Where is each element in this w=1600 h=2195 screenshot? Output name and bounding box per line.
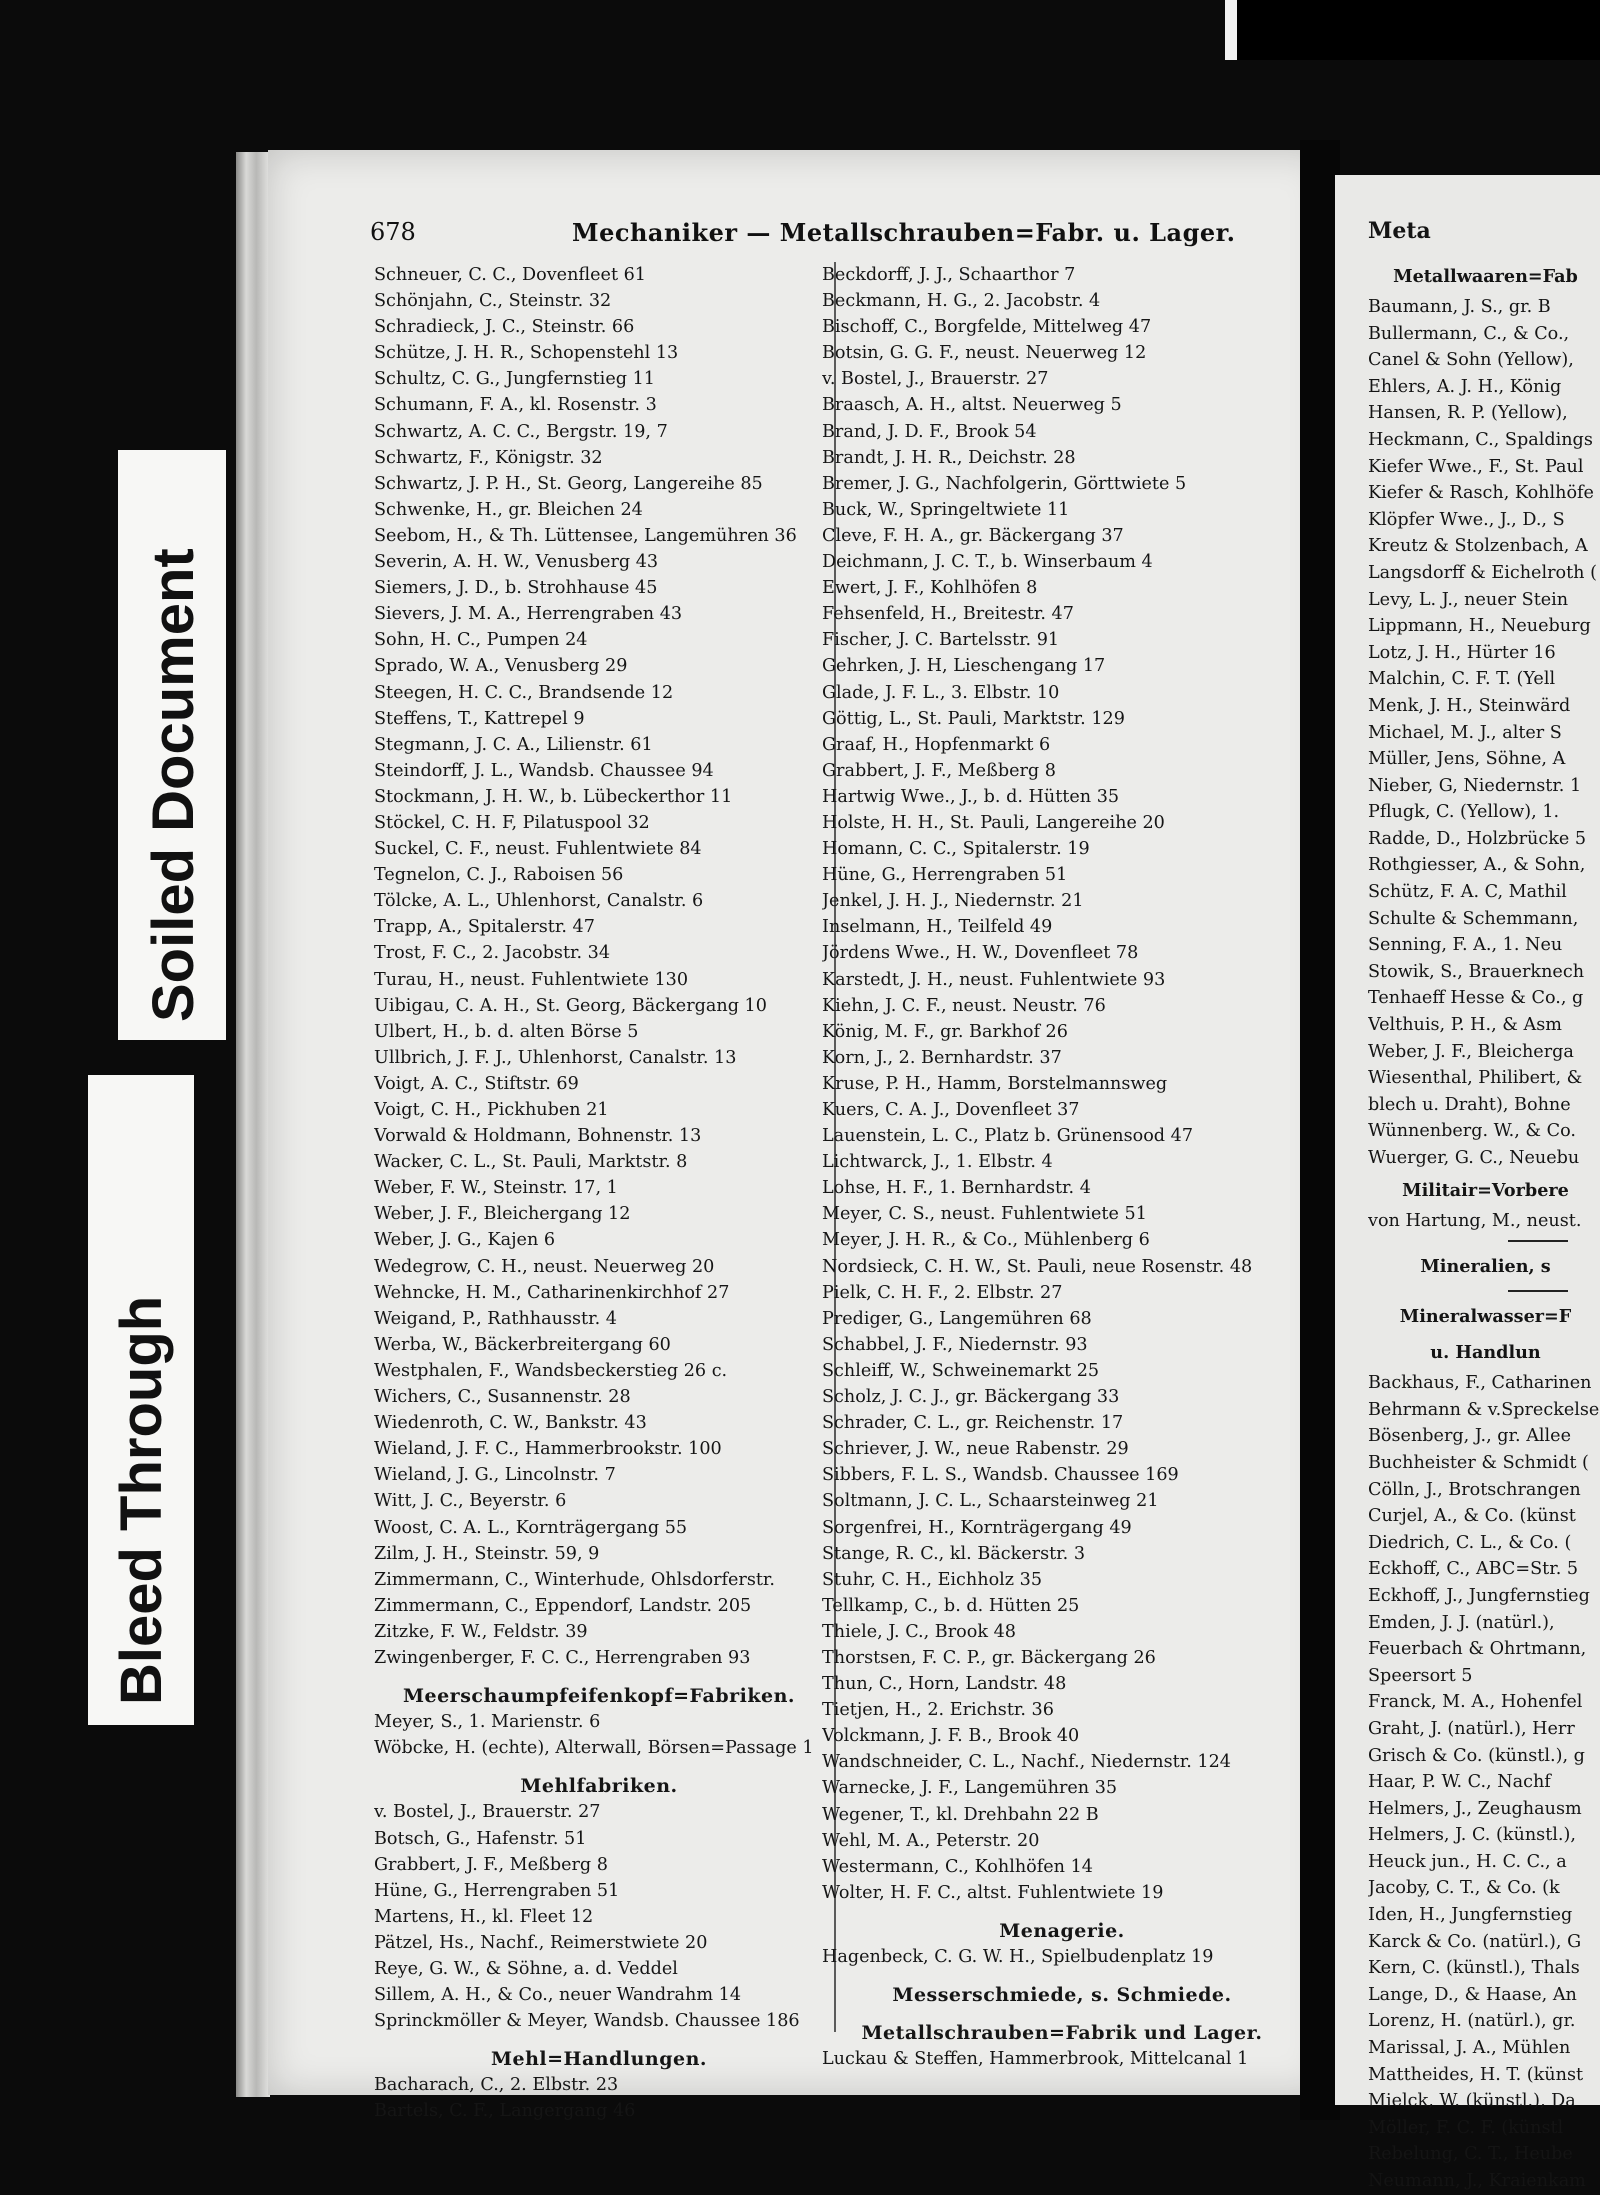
directory-entry: Weber, J. G., Kajen 6 (374, 1230, 556, 1251)
directory-entry: Zwingenberger, F. C. C., Herrengraben 93 (374, 1647, 751, 1668)
section-heading: Metallschrauben=Fabrik und Lager. (861, 2022, 1263, 2045)
page-edge (236, 152, 270, 2097)
next-page-entry: Buchheister & Schmidt ( (1368, 1452, 1589, 1473)
next-page-entry: Karck & Co. (natürl.), G (1368, 1931, 1582, 1952)
next-page-entry: Kern, C. (künstl.), Thals (1368, 1958, 1580, 1979)
directory-entry: Homann, C. C., Spitalerstr. 19 (822, 839, 1090, 860)
directory-entry: Grabbert, J. F., Meßberg 8 (374, 1854, 608, 1875)
next-page-entry: Canel & Sohn (Yellow), (1368, 350, 1574, 371)
directory-entry: Tellkamp, C., b. d. Hütten 25 (822, 1595, 1080, 1616)
directory-entry: Stange, R. C., kl. Bäckerstr. 3 (822, 1543, 1086, 1564)
directory-entry: Schönjahn, C., Steinstr. 32 (374, 291, 612, 312)
next-page-entry: Franck, M. A., Hohenfel (1368, 1692, 1583, 1713)
next-page-entry: Jacoby, C. T., & Co. (k (1368, 1878, 1560, 1899)
directory-entry: Grabbert, J. F., Meßberg 8 (822, 760, 1056, 781)
next-page-entry: Rothgiesser, A., & Sohn, (1368, 855, 1586, 876)
directory-entry: Lauenstein, L. C., Platz b. Grünensood 47 (822, 1126, 1194, 1147)
directory-entry: Zimmermann, C., Winterhude, Ohlsdorferstr. (374, 1569, 775, 1590)
next-page-entry: Heckmann, C., Spaldings (1368, 429, 1593, 450)
next-page-entry: Bösenberg, J., gr. Allee (1368, 1426, 1571, 1447)
section-heading: Mehl=Handlungen. (490, 2048, 708, 2071)
directory-entry: Seebom, H., & Th. Lüttensee, Langemühren 36 (374, 525, 797, 546)
directory-entry: Schwartz, A. C. C., Bergstr. 19, 7 (374, 421, 668, 442)
directory-entry: Bremer, J. G., Nachfolgerin, Görttwiete 5 (822, 473, 1187, 494)
next-page-entry: Behrmann & v.Spreckelse (1368, 1399, 1600, 1420)
next-page-entry: Haar, P. W. C., Nachf (1368, 1772, 1551, 1793)
next-page-entry: Müller, Jens, Söhne, A (1368, 749, 1566, 770)
bleed-through-label (88, 1075, 194, 1725)
directory-entry: Cleve, F. H. A., gr. Bäckergang 37 (822, 525, 1124, 546)
directory-entry: Bartels, C. F., Langergang 46 (374, 2101, 636, 2122)
next-page-entry: Lippmann, H., Neueburg (1368, 616, 1591, 637)
directory-entry: Meyer, J. H. R., & Co., Mühlenberg 6 (822, 1230, 1150, 1251)
directory-entry: Volckmann, J. F. B., Brook 40 (822, 1726, 1080, 1747)
directory-entry: Wieland, J. G., Lincolnstr. 7 (374, 1465, 616, 1486)
directory-entry: Botsin, G. G. F., neust. Neuerweg 12 (822, 343, 1147, 364)
next-page-entry: Kiefer & Rasch, Kohlhöfe (1368, 483, 1594, 504)
directory-entry: Wedegrow, C. H., neust. Neuerweg 20 (374, 1256, 715, 1277)
directory-entry: Kiehn, J. C. F., neust. Neustr. 76 (822, 995, 1106, 1016)
directory-entry: Wieland, J. F. C., Hammerbrookstr. 100 (374, 1439, 722, 1460)
directory-entry: Sohn, H. C., Pumpen 24 (374, 630, 588, 651)
directory-entry: Stöckel, C. H. F, Pilatuspool 32 (374, 812, 650, 833)
directory-entry: v. Bostel, J., Brauerstr. 27 (374, 1802, 601, 1823)
section-heading: Messerschmiede, s. Schmiede. (892, 1984, 1232, 2007)
directory-entry: Zimmermann, C., Eppendorf, Landstr. 205 (374, 1595, 752, 1616)
soiled-document-label-text: Soiled Document (141, 548, 206, 1022)
directory-entry: Wehncke, H. M., Catharinenkirchhof 27 (374, 1282, 730, 1303)
directory-entry: Soltmann, J. C. L., Schaarsteinweg 21 (822, 1491, 1159, 1512)
next-page-entry: Grisch & Co. (künstl.), g (1368, 1745, 1585, 1766)
next-page-column (1368, 218, 1600, 2195)
directory-entry: Beckdorff, J. J., Schaarthor 7 (822, 265, 1076, 285)
directory-entry: Gehrken, J. H, Lieschengang 17 (822, 656, 1106, 677)
next-page-entry: Hansen, R. P. (Yellow), (1368, 403, 1568, 424)
directory-entry: Braasch, A. H., altst. Neuerweg 5 (822, 395, 1122, 416)
section-heading: Menagerie. (999, 1919, 1125, 1942)
directory-entry: Schwartz, F., Königstr. 32 (374, 447, 603, 468)
directory-entry: Sorgenfrei, H., Kornträgergang 49 (822, 1517, 1132, 1538)
soiled-document-label (118, 450, 226, 1040)
directory-entry: Jördens Wwe., H. W., Dovenfleet 78 (822, 943, 1139, 964)
next-page-entry: Stowik, S., Brauerknech (1368, 961, 1585, 982)
directory-entry: Buck, W., Springeltwiete 11 (822, 499, 1070, 520)
next-page-entry: Lange, D., & Haase, An (1368, 1984, 1577, 2005)
directory-entry: Severin, A. H. W., Venusberg 43 (374, 552, 659, 573)
directory-entry: Trost, F. C., 2. Jacobstr. 34 (374, 943, 611, 964)
directory-entry: Ullbrich, J. F. J., Uhlenhorst, Canalstr. 13 (374, 1047, 737, 1068)
directory-entry: Reye, G. W., & Söhne, a. d. Veddel (374, 1959, 678, 1979)
next-page-entry: Velthuis, P. H., & Asm (1368, 1015, 1562, 1036)
next-page-entry: blech u. Draht), Bohne (1368, 1094, 1571, 1115)
directory-entry: Ulbert, H., b. d. alten Börse 5 (374, 1021, 639, 1042)
directory-entry: Thorstsen, F. C. P., gr. Bäckergang 26 (822, 1647, 1156, 1668)
next-page-entry: Levy, L. J., neuer Stein (1368, 589, 1569, 610)
directory-entry: Weber, F. W., Steinstr. 17, 1 (374, 1178, 618, 1199)
section-heading: Mehlfabriken. (520, 1775, 678, 1798)
directory-entry: Wöbcke, H. (echte), Alterwall, Börsen=Passage 1 (374, 1738, 814, 1759)
next-page-entry: Eckhoff, J., Jungfernstieg (1368, 1585, 1590, 1606)
directory-entry: Sillem, A. H., & Co., neuer Wandrahm 14 (374, 1985, 742, 2006)
directory-entry: Luckau & Steffen, Hammerbrook, Mittelcanal 1 (822, 2049, 1249, 2070)
directory-entry: Werba, W., Bäckerbreitergang 60 (374, 1334, 671, 1355)
directory-entry: Schumann, F. A., kl. Rosenstr. 3 (374, 395, 657, 416)
directory-entry: Jenkel, J. H. J., Niedernstr. 21 (822, 891, 1084, 912)
next-page-entry: Helmers, J., Zeughausm (1368, 1798, 1582, 1819)
directory-entry: Hagenbeck, C. G. W. H., Spielbudenplatz 19 (822, 1947, 1214, 1967)
next-page-entry: Malchin, C. F. T. (Yell (1368, 669, 1556, 690)
directory-entry: Schwartz, J. P. H., St. Georg, Langereihe 85 (374, 473, 763, 494)
directory-entry: Schleiff, W., Schweinemarkt 25 (822, 1360, 1100, 1381)
directory-entry: Martens, H., kl. Fleet 12 (374, 1906, 594, 1927)
next-page-entry: Wuerger, G. C., Neuebu (1368, 1148, 1580, 1168)
directory-entry: Schabbel, J. F., Niedernstr. 93 (822, 1334, 1088, 1355)
book-gutter (1300, 140, 1340, 2120)
directory-entry: Schneuer, C. C., Dovenfleet 61 (374, 265, 647, 285)
directory-entry: v. Bostel, J., Brauerstr. 27 (822, 369, 1049, 390)
next-page-entry: Rebelung, C. T., Heube (1368, 2144, 1573, 2165)
next-page-entry: Helmers, J. C. (künstl.), (1368, 1825, 1576, 1846)
directory-entry: Prediger, G., Langemühren 68 (822, 1308, 1092, 1329)
directory-entry: Trapp, A., Spitalerstr. 47 (374, 917, 595, 938)
next-page-entry: Emden, J. J. (natürl.), (1368, 1612, 1555, 1633)
right-column (822, 262, 1302, 2072)
directory-entry: Uibigau, C. A. H., St. Georg, Bäckergang 10 (374, 995, 767, 1016)
next-page-entry: Lorenz, H. (natürl.), gr. (1368, 2011, 1576, 2032)
directory-entry: Pätzel, Hs., Nachf., Reimerstwiete 20 (374, 1932, 708, 1953)
next-page-entry: Schulte & Schemmann, (1368, 908, 1579, 929)
section-heading: Meerschaumpfeifenkopf=Fabriken. (402, 1685, 796, 1708)
directory-entry: Stockmann, J. H. W., b. Lübeckerthor 11 (374, 786, 733, 807)
directory-entry: Schultz, C. G., Jungfernstieg 11 (374, 369, 655, 390)
next-page-entry: Nieber, G, Niedernstr. 1 (1368, 775, 1582, 796)
directory-entry: Wacker, C. L., St. Pauli, Marktstr. 8 (374, 1152, 688, 1173)
next-page-section-heading: Militair=Vorbere (1402, 1179, 1569, 1201)
directory-entry: Wandschneider, C. L., Nachf., Niedernstr. 124 (822, 1752, 1231, 1773)
directory-entry: König, M. F., gr. Barkhof 26 (822, 1021, 1068, 1042)
directory-entry: Göttig, L., St. Pauli, Marktstr. 129 (822, 708, 1125, 729)
directory-entry: Warnecke, J. F., Langemühren 35 (822, 1778, 1118, 1799)
page-number: 678 (370, 218, 416, 246)
directory-entry: Wehl, M. A., Peterstr. 20 (822, 1830, 1040, 1851)
next-page-entry: Diedrich, C. L., & Co. ( (1368, 1532, 1572, 1553)
page-title: Mechaniker — Metallschrauben=Fabr. u. Lager. (572, 218, 1236, 247)
directory-entry: Stuhr, C. H., Eichholz 35 (822, 1569, 1043, 1590)
directory-entry: Beckmann, H. G., 2. Jacobstr. 4 (822, 291, 1101, 312)
directory-entry: Bischoff, C., Borgfelde, Mittelweg 47 (822, 317, 1152, 338)
next-page-entry: Neumann, J., Kraienkam (1368, 2171, 1586, 2191)
next-page-section-heading: Mineralien, s (1420, 1256, 1551, 1278)
next-page-entry: Senning, F. A., 1. Neu (1368, 935, 1563, 956)
directory-entry: Steegen, H. C. C., Brandsende 12 (374, 682, 674, 703)
directory-entry: Schrader, C. L., gr. Reichenstr. 17 (822, 1413, 1124, 1434)
next-page-entry: Klöpfer Wwe., J., D., S (1368, 509, 1565, 530)
directory-entry: Brand, J. D. F., Brook 54 (822, 421, 1037, 442)
directory-entry: Deichmann, J. C. T., b. Winserbaum 4 (822, 552, 1153, 573)
directory-entry: Wegener, T., kl. Drehbahn 22 B (822, 1804, 1099, 1825)
directory-entry: Scholz, J. C. J., gr. Bäckergang 33 (822, 1387, 1120, 1408)
directory-entry: Hüne, G., Herrengraben 51 (822, 865, 1068, 886)
next-page-entry: Pflugk, C. (Yellow), 1. (1368, 802, 1560, 823)
directory-entry: Pielk, C. H. F., 2. Elbstr. 27 (822, 1282, 1063, 1303)
directory-entry: Westphalen, F., Wandsbeckerstieg 26 c. (374, 1360, 728, 1381)
next-page-entry: Weber, J. F., Bleicherga (1368, 1041, 1574, 1062)
scan-top-dark-area (1225, 0, 1600, 60)
next-page-entry: Tenhaeff Hesse & Co., g (1368, 988, 1584, 1009)
directory-entry: Wolter, H. F. C., altst. Fuhlentwiete 19 (822, 1882, 1164, 1903)
directory-entry: Kruse, P. H., Hamm, Borstelmannsweg (822, 1073, 1168, 1094)
directory-entry: Karstedt, J. H., neust. Fuhlentwiete 93 (822, 969, 1166, 990)
next-page-entry: Eckhoff, C., ABC=Str. 5 (1368, 1559, 1579, 1580)
next-page-entry: Langsdorff & Eichelroth ( (1368, 562, 1597, 583)
directory-entry: Thiele, J. C., Brook 48 (822, 1621, 1016, 1642)
next-page-header: Meta (1368, 218, 1431, 244)
next-page-entry: Ehlers, A. J. H., König (1368, 376, 1562, 397)
directory-entry: Botsch, G., Hafenstr. 51 (374, 1828, 587, 1849)
next-page-entry: Menk, J. H., Steinwärd (1368, 695, 1571, 716)
next-page-entry: Lotz, J. H., Hürter 16 (1368, 642, 1556, 663)
next-page-entry: Backhaus, F., Catharinen (1368, 1373, 1592, 1394)
directory-entry: Sibbers, F. L. S., Wandsb. Chaussee 169 (822, 1465, 1179, 1486)
directory-entry: Lohse, H. F., 1. Bernhardstr. 4 (822, 1178, 1091, 1199)
bleed-through-label-text: Bleed Through (109, 1295, 174, 1705)
next-page-entry: Michael, M. J., alter S (1368, 722, 1562, 743)
next-page-entry: Marissal, J. A., Mühlen (1368, 2038, 1571, 2059)
next-page-entry: Schütz, F. A. C, Mathil (1368, 882, 1567, 903)
directory-entry: Meyer, S., 1. Marienstr. 6 (374, 1712, 601, 1733)
next-page-entry: Cölln, J., Brotschrangen (1368, 1479, 1581, 1500)
directory-entry: Wichers, C., Susannenstr. 28 (374, 1387, 631, 1408)
next-page-entry: Mielck, W. (künstl.), Da (1368, 2091, 1576, 2112)
next-page-section-heading: Metallwaaren=Fab (1393, 266, 1578, 287)
directory-entry: Turau, H., neust. Fuhlentwiete 130 (374, 969, 689, 990)
directory-entry: Korn, J., 2. Bernhardstr. 37 (822, 1047, 1062, 1068)
directory-entry: Hüne, G., Herrengraben 51 (374, 1880, 620, 1901)
directory-entry: Brandt, J. H. R., Deichstr. 28 (822, 447, 1076, 468)
directory-entry: Tietjen, H., 2. Erichstr. 36 (822, 1700, 1054, 1721)
directory-entry: Glade, J. F. L., 3. Elbstr. 10 (822, 682, 1060, 703)
directory-entry: Sprinckmöller & Meyer, Wandsb. Chaussee 186 (374, 2011, 800, 2032)
next-page-entry: Heuck jun., H. C. C., a (1368, 1851, 1567, 1872)
next-page-section-heading: Mineralwasser=F (1399, 1306, 1572, 1328)
directory-entry: Fehsenfeld, H., Breitestr. 47 (822, 604, 1074, 625)
next-page-entry: Baumann, J. S., gr. B (1368, 297, 1551, 317)
next-page-entry: Feuerbach & Ohrtmann, (1368, 1639, 1587, 1660)
next-page-section-heading: u. Handlun (1430, 1342, 1541, 1364)
short-rule (1508, 1240, 1568, 1242)
directory-entry: Tölcke, A. L., Uhlenhorst, Canalstr. 6 (374, 891, 704, 912)
directory-entry: Woost, C. A. L., Kornträgergang 55 (374, 1517, 688, 1538)
directory-entry: Kuers, C. A. J., Dovenfleet 37 (822, 1100, 1080, 1120)
directory-entry: Steffens, T., Kattrepel 9 (374, 708, 585, 729)
directory-entry: Schwenke, H., gr. Bleichen 24 (374, 499, 643, 520)
directory-entry: Hartwig Wwe., J., b. d. Hütten 35 (822, 786, 1120, 807)
next-page-entry: Mattheides, H. T. (künst (1368, 2064, 1584, 2085)
next-page-entry: Wünnenberg. W., & Co. (1368, 1121, 1577, 1142)
directory-entry: Suckel, C. F., neust. Fuhlentwiete 84 (374, 839, 702, 860)
short-rule (1508, 1290, 1568, 1292)
directory-entry: Fischer, J. C. Bartelsstr. 91 (822, 630, 1060, 651)
next-page-entry: Speersort 5 (1368, 1665, 1473, 1686)
directory-entry: Steindorff, J. L., Wandsb. Chaussee 94 (374, 760, 714, 781)
directory-entry: Weber, J. F., Bleichergang 12 (374, 1204, 631, 1225)
next-page-entry: Bullermann, C., & Co., (1368, 323, 1570, 344)
directory-entry: Meyer, C. S., neust. Fuhlentwiete 51 (822, 1204, 1147, 1225)
directory-entry: Graaf, H., Hopfenmarkt 6 (822, 734, 1051, 755)
next-page-entry: von Hartung, M., neust. (1368, 1210, 1582, 1231)
directory-entry: Sprado, W. A., Venusberg 29 (374, 656, 628, 677)
next-page-entry: Kiefer Wwe., F., St. Paul (1368, 456, 1584, 477)
left-column (374, 262, 824, 2125)
directory-entry: Witt, J. C., Beyerstr. 6 (374, 1491, 567, 1512)
directory-entry: Schradieck, J. C., Steinstr. 66 (374, 317, 635, 338)
directory-entry: Inselmann, H., Teilfeld 49 (822, 917, 1053, 938)
directory-entry: Zilm, J. H., Steinstr. 59, 9 (374, 1543, 600, 1564)
next-page-entry: Wiesenthal, Philibert, & (1368, 1068, 1583, 1089)
directory-entry: Stegmann, J. C. A., Lilienstr. 61 (374, 734, 653, 755)
directory-entry: Voigt, C. H., Pickhuben 21 (374, 1100, 609, 1120)
next-page-entry: Iden, H., Jungfernstieg (1368, 1905, 1573, 1926)
directory-entry: Sievers, J. M. A., Herrengraben 43 (374, 604, 683, 625)
directory-entry: Schriever, J. W., neue Rabenstr. 29 (822, 1439, 1129, 1460)
scan-top-strip (1225, 0, 1237, 60)
directory-entry: Lichtwarck, J., 1. Elbstr. 4 (822, 1152, 1053, 1173)
directory-entry: Ewert, J. F., Kohlhöfen 8 (822, 578, 1038, 599)
directory-entry: Vorwald & Holdmann, Bohnenstr. 13 (374, 1126, 702, 1147)
page-header (370, 218, 1270, 254)
next-page-entry: Kreutz & Stolzenbach, A (1368, 536, 1588, 557)
directory-entry: Siemers, J. D., b. Strohhause 45 (374, 578, 658, 599)
directory-entry: Wiedenroth, C. W., Bankstr. 43 (374, 1413, 647, 1434)
next-page-entry: Möller, F. C. F. (künstl (1368, 2117, 1564, 2138)
directory-entry: Schütze, J. H. R., Schopenstehl 13 (374, 343, 679, 364)
next-page-entry: Graht, J. (natürl.), Herr (1368, 1718, 1575, 1739)
next-page-entry: Radde, D., Holzbrücke 5 (1368, 828, 1587, 849)
directory-entry: Zitzke, F. W., Feldstr. 39 (374, 1621, 588, 1642)
directory-entry: Bacharach, C., 2. Elbstr. 23 (374, 2075, 619, 2096)
directory-entry: Westermann, C., Kohlhöfen 14 (822, 1856, 1093, 1877)
next-page-entry: Curjel, A., & Co. (künst (1368, 1506, 1576, 1527)
directory-entry: Weigand, P., Rathhausstr. 4 (374, 1308, 617, 1329)
directory-entry: Nordsieck, C. H. W., St. Pauli, neue Rosenstr. 48 (822, 1256, 1253, 1277)
directory-entry: Voigt, A. C., Stiftstr. 69 (374, 1073, 579, 1094)
directory-entry: Holste, H. H., St. Pauli, Langereihe 20 (822, 812, 1165, 833)
directory-entry: Tegnelon, C. J., Raboisen 56 (374, 865, 624, 886)
directory-entry: Thun, C., Horn, Landstr. 48 (822, 1674, 1067, 1695)
